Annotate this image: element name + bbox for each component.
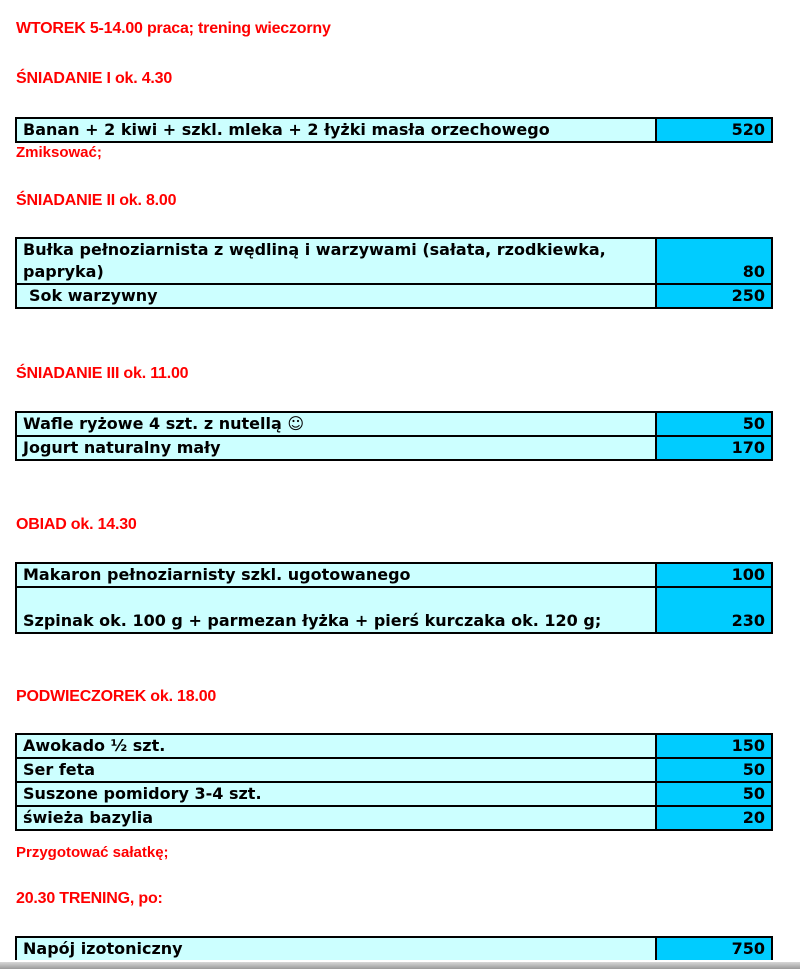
page-bottom-edge [0,962,800,969]
calorie-cell: 50 [656,758,772,782]
item-cell: Jogurt naturalny mały [16,436,656,460]
section-heading-breakfast-1: ŚNIADANIE I ok. 4.30 [16,70,173,87]
table-row [16,436,772,460]
day-title: WTOREK 5-14.00 praca; trening wieczorny [16,20,331,37]
calorie-cell: 20 [656,806,772,830]
note-snack: Przygotować sałatkę; [16,844,169,861]
item-cell: Wafle ryżowe 4 szt. z nutellą ☺ [16,412,656,436]
table-row [16,118,772,142]
section-heading-breakfast-3: ŚNIADANIE III ok. 11.00 [16,365,189,382]
table-row [16,587,772,633]
table-row [16,284,772,308]
meal-table-breakfast-2 [15,237,773,309]
table-row [16,806,772,830]
calorie-cell: 170 [656,436,772,460]
meal-table-training [15,936,773,960]
calorie-cell: 250 [656,284,772,308]
item-cell: Banan + 2 kiwi + szkl. mleka + 2 łyżki masła orzechowego [16,118,656,142]
meal-table-breakfast-3 [15,411,773,461]
item-cell: Suszone pomidory 3-4 szt. [16,782,656,806]
meal-table-snack [15,733,773,831]
item-cell: Bułka pełnoziarnista z wędliną i warzywami (sałata, rzodkiewka, papryka) [16,238,656,284]
meal-table-breakfast-1 [15,117,773,143]
item-cell: Sok warzywny [16,284,656,308]
calorie-cell: 80 [656,238,772,284]
item-cell: świeża bazylia [16,806,656,830]
section-heading-lunch: OBIAD ok. 14.30 [16,516,137,533]
item-cell: Makaron pełnoziarnisty szkl. ugotowanego [16,563,656,587]
table-row [16,782,772,806]
table-row [16,238,772,284]
table-row [16,412,772,436]
calorie-cell: 100 [656,563,772,587]
calorie-cell: 50 [656,412,772,436]
section-heading-snack: PODWIECZOREK ok. 18.00 [16,688,217,705]
calorie-cell: 150 [656,734,772,758]
item-cell: Szpinak ok. 100 g + parmezan łyżka + pierś kurczaka ok. 120 g; [16,587,656,633]
table-row [16,758,772,782]
section-heading-training: 20.30 TRENING, po: [16,890,163,907]
table-row [16,734,772,758]
table-row [16,937,772,960]
calorie-cell: 50 [656,782,772,806]
item-cell: Awokado ½ szt. [16,734,656,758]
section-heading-breakfast-2: ŚNIADANIE II ok. 8.00 [16,192,177,209]
item-cell: Ser feta [16,758,656,782]
meal-table-lunch [15,562,773,634]
table-row [16,563,772,587]
calorie-cell: 520 [656,118,772,142]
calorie-cell: 750 [656,937,772,960]
calorie-cell: 230 [656,587,772,633]
note-breakfast-1: Zmiksować; [16,144,102,161]
item-cell: Napój izotoniczny [16,937,656,960]
